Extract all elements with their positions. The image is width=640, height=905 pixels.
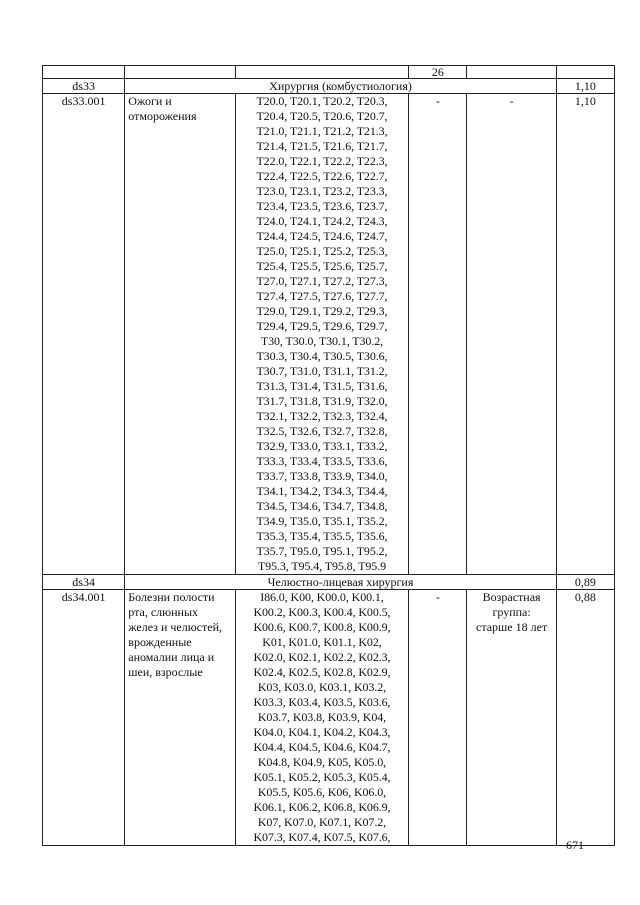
codes-line: T34.5, T34.6, T34.7, T34.8, (256, 499, 388, 513)
codes-line: K04.4, K04.5, K04.6, K04.7, (253, 740, 391, 754)
codes-line: T34.9, T35.0, T35.1, T35.2, (256, 514, 388, 528)
row-name-line: рта, слюнных (128, 605, 199, 619)
codes-line: T33.7, T33.8, T33.9, T34.0, (256, 469, 388, 483)
row-name-line: Болезни полости (128, 590, 215, 604)
codes-line: K00.6, K00.7, K00.8, K00.9, (253, 620, 391, 634)
codes-line: T23.0, T23.1, T23.2, T23.3, (256, 184, 388, 198)
section-row (43, 79, 615, 94)
codes-line: K02.0, K02.1, K02.2, K02.3, (253, 650, 391, 664)
header-cell (556, 66, 614, 79)
section-row (43, 575, 615, 590)
row-code: ds34.001 (43, 590, 125, 846)
codes-line: T29.4, T29.5, T29.6, T29.7, (256, 319, 388, 333)
section-title: Хирургия (комбустиология) (125, 79, 556, 94)
codes-line: T22.0, T22.1, T22.2, T22.3, (256, 154, 388, 168)
row-name-line: Ожоги и (128, 94, 172, 108)
row-name-line: желез и челюстей, (128, 620, 222, 634)
codes-line: T34.1, T34.2, T34.3, T34.4, (256, 484, 388, 498)
diagnosis-codes (235, 590, 409, 846)
codes-line: T32.9, T33.0, T33.1, T33.2, (256, 439, 388, 453)
table-header-row (43, 66, 615, 79)
codes-line: T32.5, T32.6, T32.7, T32.8, (256, 424, 388, 438)
header-cell (125, 66, 235, 79)
codes-line: K01, K01.0, K01.1, K02, (262, 635, 382, 649)
row-coefficient: 1,10 (556, 94, 614, 575)
table-row (43, 94, 615, 575)
row-col5-line: - (509, 94, 514, 108)
codes-line: T25.0, T25.1, T25.2, T25.3, (256, 244, 388, 258)
codes-line: T95.3, T95.4, T95.8, T95.9 (257, 559, 386, 573)
codes-line: T24.4, T24.5, T24.6, T24.7, (256, 229, 388, 243)
codes-line: T27.4, T27.5, T27.6, T27.7, (256, 289, 388, 303)
codes-line: T29.0, T29.1, T29.2, T29.3, (256, 304, 388, 318)
page-number: 671 (566, 838, 584, 852)
row-name-line: врожденные (128, 635, 192, 649)
codes-line: K00.2, K00.3, K00.4, K00.5, (253, 605, 391, 619)
section-code: ds33 (43, 79, 125, 94)
codes-line: T31.7, T31.8, T31.9, T32.0, (256, 394, 388, 408)
row-col5 (467, 94, 556, 575)
tariff-table (42, 65, 615, 846)
row-name-line: шеи, взрослые (128, 665, 203, 679)
table-row (43, 590, 615, 846)
codes-line: K04.0, K04.1, K04.2, K04.3, (253, 725, 391, 739)
codes-line: T21.4, T21.5, T21.6, T21.7, (256, 139, 388, 153)
codes-line: T35.3, T35.4, T35.5, T35.6, (256, 529, 388, 543)
codes-line: T27.0, T27.1, T27.2, T27.3, (256, 274, 388, 288)
codes-line: T32.1, T32.2, T32.3, T32.4, (256, 409, 388, 423)
row-code: ds33.001 (43, 94, 125, 575)
section-coefficient: 1,10 (556, 79, 614, 94)
codes-line: K03, K03.0, K03.1, K03.2, (257, 680, 387, 694)
row-col5-line: старше 18 лет (476, 620, 548, 634)
header-cell (235, 66, 409, 79)
codes-line: K06.1, K06.2, K06.8, K06.9, (253, 800, 391, 814)
section-code: ds34 (43, 575, 125, 590)
codes-line: K02.4, K02.5, K02.8, K02.9, (253, 665, 391, 679)
row-col4: - (409, 590, 467, 846)
diagnosis-codes (235, 94, 409, 575)
codes-line: K04.8, K04.9, K05, K05.0, (257, 755, 387, 769)
codes-line: T22.4, T22.5, T22.6, T22.7, (256, 169, 388, 183)
row-col5 (467, 590, 556, 846)
row-col5-line: группа: (492, 605, 531, 619)
codes-line: K03.7, K03.8, K03.9, K04, (257, 710, 387, 724)
codes-line: K07.3, K07.4, K07.5, K07.6, (253, 830, 391, 844)
row-coefficient: 0,88 (556, 590, 614, 846)
codes-line: T25.4, T25.5, T25.6, T25.7, (256, 259, 388, 273)
codes-line: T30.7, T31.0, T31.1, T31.2, (256, 364, 388, 378)
codes-line: T20.0, T20.1, T20.2, T20.3, (256, 94, 388, 108)
codes-line: K03.3, K03.4, K03.5, K03.6, (253, 695, 391, 709)
header-cell (467, 66, 556, 79)
page-marker: 26 (409, 66, 467, 79)
codes-line: K07, K07.0, K07.1, K07.2, (257, 815, 387, 829)
codes-line: K05.1, K05.2, K05.3, K05.4, (253, 770, 391, 784)
row-col4: - (409, 94, 467, 575)
codes-line: T23.4, T23.5, T23.6, T23.7, (256, 199, 388, 213)
codes-line: T31.3, T31.4, T31.5, T31.6, (256, 379, 388, 393)
row-name (125, 94, 235, 575)
row-name (125, 590, 235, 846)
header-cell (43, 66, 125, 79)
section-title: Челюстно-лицевая хирургия (125, 575, 556, 590)
row-name-line: отморожения (128, 109, 197, 123)
codes-line: T21.0, T21.1, T21.2, T21.3, (256, 124, 388, 138)
codes-line: T35.7, T95.0, T95.1, T95.2, (256, 544, 388, 558)
codes-line: T24.0, T24.1, T24.2, T24.3, (256, 214, 388, 228)
section-coefficient: 0,89 (556, 575, 614, 590)
codes-line: K05.5, K05.6, K06, K06.0, (257, 785, 387, 799)
codes-line: T33.3, T33.4, T33.5, T33.6, (256, 454, 388, 468)
codes-line: T30.3, T30.4, T30.5, T30.6, (256, 349, 388, 363)
codes-line: T20.4, T20.5, T20.6, T20.7, (256, 109, 388, 123)
codes-line: T30, T30.0, T30.1, T30.2, (260, 334, 384, 348)
row-name-line: аномалии лица и (128, 650, 215, 664)
codes-line: I86.0, K00, K00.0, K00.1, (260, 590, 384, 604)
row-col5-line: Возрастная (482, 590, 541, 604)
